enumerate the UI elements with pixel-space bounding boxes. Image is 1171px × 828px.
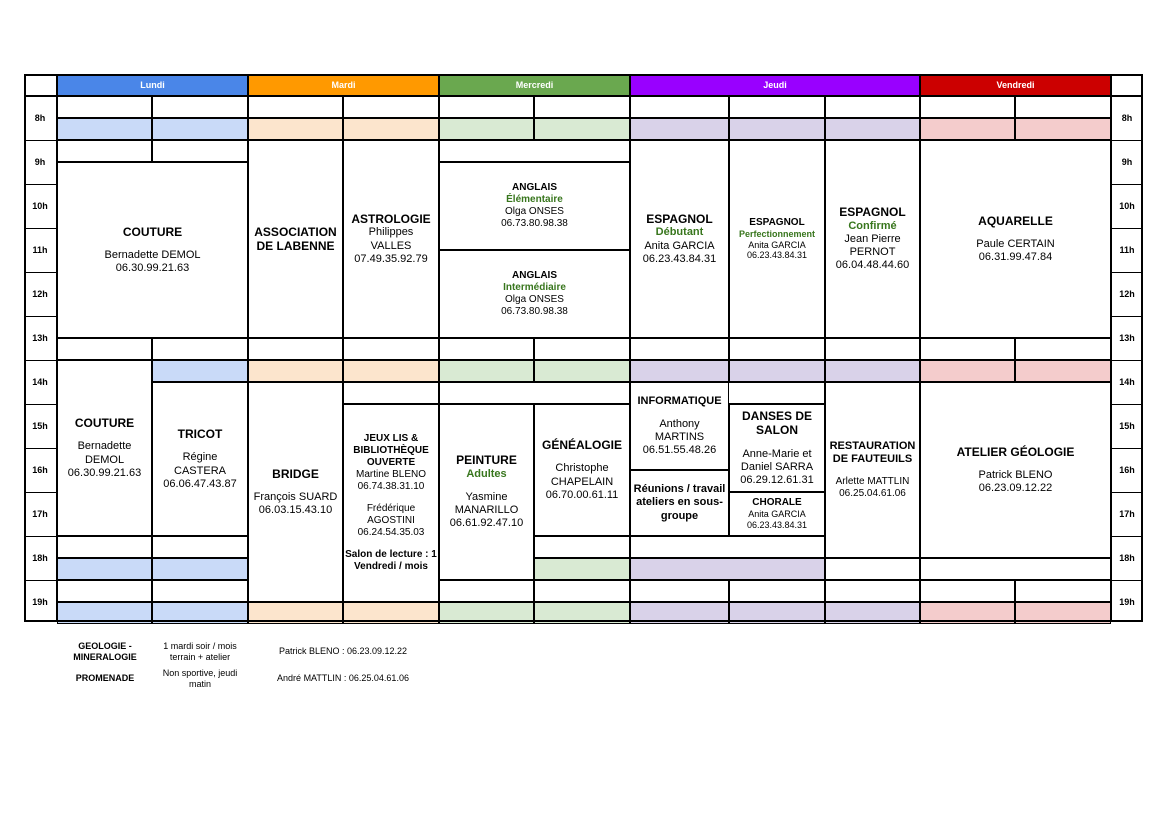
empty-slot: [630, 338, 729, 360]
hour-divider: [24, 492, 57, 493]
empty-slot: [729, 338, 825, 360]
activity-contact-line: 06.70.00.61.11: [545, 488, 619, 501]
day-header-mardi: Mardi: [248, 74, 439, 96]
activity-contact-line: 06.30.99.21.63: [115, 262, 190, 275]
activity-title: COUTURE: [122, 224, 183, 239]
footer-geologie-detail: 1 mardi soir / mois terrain + atelier: [163, 641, 237, 662]
activity-jeudi-espagnol-1: [630, 140, 729, 338]
empty-slot: [248, 338, 343, 360]
hour-label-left: 17h: [32, 509, 48, 519]
empty-slot: [343, 382, 439, 404]
activity-contact-line: CASTERA: [174, 464, 226, 477]
free-slot: [343, 602, 439, 624]
empty-slot: [57, 580, 152, 602]
empty-slot: [152, 140, 248, 162]
empty-slot: [439, 338, 534, 360]
empty-slot: [152, 338, 248, 360]
activity-contact-line: Anita GARCIA: [644, 239, 715, 252]
activity-title: AQUARELLE: [978, 213, 1053, 228]
empty-slot: [1015, 96, 1111, 118]
activity-contact-line: Frédérique: [366, 503, 416, 514]
free-slot: [630, 558, 825, 580]
free-slot: [825, 360, 920, 382]
day-header-mercredi: Mercredi: [439, 74, 630, 96]
activity-jeudi-espagnol-3: [825, 140, 920, 338]
activity-contact-line: Anita GARCIA: [748, 509, 806, 520]
empty-slot: [534, 96, 630, 118]
activity-jeudi-chorale: [729, 492, 825, 536]
hour-label-right: 10h: [1119, 201, 1135, 211]
hour-label-right: 15h: [1119, 421, 1135, 431]
activity-title: JEUX LIS & BIBLIOTHÈQUE OUVERTE: [353, 433, 429, 468]
activity-level: Intermédiaire: [503, 282, 566, 293]
hour-label-left: 10h: [32, 201, 48, 211]
hour-divider: [24, 404, 57, 405]
free-slot: [920, 118, 1015, 140]
hour-label-left: 15h: [32, 421, 48, 431]
activity-mardi-astrologie: [343, 140, 439, 338]
hour-label-left: 18h: [32, 553, 48, 563]
activity-note: Salon de lecture : 1 Vendredi / mois: [345, 549, 437, 572]
empty-slot: [439, 382, 630, 404]
empty-slot: [630, 536, 825, 558]
free-slot: [439, 360, 534, 382]
activity-contact-line: Bernadette: [77, 440, 132, 453]
empty-slot: [1015, 338, 1111, 360]
activity-title: ESPAGNOL: [839, 205, 906, 220]
free-slot: [152, 602, 248, 624]
free-slot: [825, 602, 920, 624]
activity-title: ASSOCIATION DE LABENNE: [254, 224, 337, 253]
free-slot: [152, 118, 248, 140]
activity-mardi-jeux: [343, 404, 439, 602]
free-slot: [57, 118, 152, 140]
empty-slot: [729, 96, 825, 118]
corner-left: [24, 74, 57, 96]
activity-level: Adultes: [466, 467, 507, 480]
free-slot: [729, 118, 825, 140]
activity-contact-line: Olga ONSES: [505, 206, 564, 217]
empty-slot: [825, 96, 920, 118]
activity-jeudi-reunions: [630, 470, 729, 536]
activity-title: ASTROLOGIE: [351, 212, 431, 227]
activity-title: ATELIER GÉOLOGIE: [956, 444, 1075, 459]
hour-divider: [24, 140, 57, 141]
empty-slot: [57, 140, 152, 162]
hour-label-left: 11h: [32, 245, 48, 255]
hour-divider: [1111, 140, 1143, 141]
free-slot: [152, 558, 248, 580]
activity-jeudi-informatique: [630, 382, 729, 470]
hour-label-right: 14h: [1119, 377, 1135, 387]
activity-level: Débutant: [655, 226, 704, 239]
activity-mardi-association: [248, 140, 343, 338]
free-slot: [439, 602, 534, 624]
hour-label-right: 9h: [1121, 157, 1133, 167]
empty-slot: [630, 580, 729, 602]
activity-contact-line: PERNOT: [849, 246, 896, 259]
empty-slot: [1015, 580, 1111, 602]
activity-contact-line: Arlette MATTLIN: [835, 476, 910, 488]
activity-title: DANSES DE SALON: [741, 408, 812, 438]
free-slot: [57, 558, 152, 580]
hour-divider: [24, 184, 57, 185]
hour-label-left: 9h: [34, 157, 46, 167]
day-header-lundi: Lundi: [57, 74, 248, 96]
activity-contact-line: 06.23.43.84.31: [642, 252, 717, 265]
hour-label-left: 16h: [32, 465, 48, 475]
activity-contact-line: Christophe: [555, 462, 609, 475]
footer-promenade-contact: André MATTLIN : 06.25.04.61.06: [277, 673, 409, 683]
hour-label-left: 19h: [32, 597, 48, 607]
activity-title: BRIDGE: [272, 466, 319, 481]
activity-mercredi-genealogie: [534, 404, 630, 536]
activity-vendredi-geologie: [920, 382, 1111, 558]
free-slot: [439, 118, 534, 140]
hour-divider: [1111, 184, 1143, 185]
activity-contact-line: 06.25.04.61.06: [839, 488, 906, 500]
empty-slot: [439, 96, 534, 118]
free-slot: [920, 360, 1015, 382]
free-slot: [1015, 118, 1111, 140]
activity-contact-line: Philippes: [368, 226, 414, 239]
activity-title: COUTURE: [74, 416, 135, 431]
empty-slot: [534, 338, 630, 360]
hour-divider: [24, 272, 57, 273]
hour-divider: [1111, 272, 1143, 273]
empty-slot: [152, 96, 248, 118]
activity-contact-line: Régine: [182, 451, 218, 464]
free-slot: [534, 602, 630, 624]
activity-contact-line: CHAPELAIN: [550, 475, 614, 488]
activity-contact-line: Olga ONSES: [505, 294, 564, 305]
empty-slot: [343, 96, 439, 118]
empty-slot: [729, 580, 825, 602]
activity-jeudi-danses: [729, 404, 825, 492]
activity-contact-line: 06.51.55.48.26: [642, 444, 717, 457]
hour-divider: [24, 228, 57, 229]
activity-title: CHORALE: [752, 497, 802, 509]
empty-slot: [343, 338, 439, 360]
activity-contact-line: 07.49.35.92.79: [354, 252, 428, 265]
activity-mercredi-anglais-1: [439, 162, 630, 250]
free-slot: [1015, 360, 1111, 382]
free-slot: [343, 118, 439, 140]
activity-mercredi-peinture: [439, 404, 534, 580]
free-slot: [534, 360, 630, 382]
activity-contact-line: Yasmine: [465, 491, 508, 503]
hour-divider: [24, 536, 57, 537]
footer-geologie-name: GEOLOGIE - MINERALOGIE: [73, 641, 137, 662]
free-slot: [729, 360, 825, 382]
activity-contact-line: Daniel SARRA: [740, 460, 814, 473]
activity-contact-line: Jean Pierre: [844, 233, 901, 245]
free-slot: [630, 360, 729, 382]
activity-contact-line: 06.24.54.35.03: [357, 527, 425, 538]
activity-vendredi-aquarelle: [920, 140, 1111, 338]
empty-slot: [920, 338, 1015, 360]
hour-divider: [1111, 360, 1143, 361]
hour-label-right: 16h: [1119, 465, 1135, 475]
free-slot: [534, 558, 630, 580]
empty-slot: [152, 536, 248, 558]
activity-contact-line: 06.61.92.47.10: [449, 517, 524, 530]
empty-slot: [57, 96, 152, 118]
footer-geologie-contact: Patrick BLENO : 06.23.09.12.22: [278, 646, 408, 656]
activity-contact-line: 06.23.09.12.22: [978, 482, 1053, 495]
activity-contact-line: 06.23.43.84.31: [746, 250, 808, 261]
empty-slot: [825, 338, 920, 360]
activity-mardi-bridge: [248, 382, 343, 602]
empty-slot: [825, 558, 920, 580]
activity-title: ANGLAIS: [512, 182, 557, 193]
free-slot: [825, 118, 920, 140]
activity-level: Perfectionnement: [738, 228, 816, 239]
activity-title: GÉNÉALOGIE: [541, 438, 622, 453]
empty-slot: [920, 558, 1111, 580]
empty-slot: [439, 140, 630, 162]
hour-divider: [1111, 448, 1143, 449]
activity-contact-line: 06.73.80.98.38: [501, 218, 568, 229]
activity-lundi-couture-matin: [57, 162, 248, 338]
activity-level: Élémentaire: [506, 194, 563, 205]
activity-contact-line: 06.73.80.98.38: [501, 306, 568, 317]
hour-divider: [24, 316, 57, 317]
activity-title: ESPAGNOL: [749, 216, 805, 228]
empty-slot: [920, 96, 1015, 118]
hour-label-right: 11h: [1119, 245, 1135, 255]
free-slot: [920, 602, 1015, 624]
activity-contact-line: 06.30.99.21.63: [67, 466, 142, 479]
activity-contact-line: 06.03.15.43.10: [258, 504, 333, 517]
free-slot: [248, 602, 343, 624]
day-header-jeudi: Jeudi: [630, 74, 920, 96]
activity-title: ESPAGNOL: [646, 212, 713, 227]
activity-level: Confirmé: [848, 219, 897, 232]
hour-divider: [1111, 228, 1143, 229]
activity-contact-line: 06.23.43.84.31: [746, 520, 808, 530]
hour-divider: [1111, 536, 1143, 537]
time-column-right: [1111, 96, 1143, 622]
hour-label-right: 8h: [1121, 113, 1133, 123]
hour-divider: [1111, 492, 1143, 493]
hour-label-right: 13h: [1119, 333, 1135, 343]
free-slot: [152, 360, 248, 382]
hour-label-right: 18h: [1119, 553, 1135, 563]
activity-contact-line: 06.04.48.44.60: [835, 259, 910, 272]
free-slot: [534, 118, 630, 140]
time-column-left: [24, 96, 57, 622]
activity-title: PEINTURE: [456, 453, 517, 468]
footer-promenade-detail: Non sportive, jeudi matin: [162, 668, 238, 689]
empty-slot: [152, 580, 248, 602]
hour-label-right: 19h: [1119, 597, 1135, 607]
activity-title: ANGLAIS: [512, 270, 557, 281]
activity-title: Réunions / travail ateliers en sous-groupe: [633, 483, 726, 522]
activity-lundi-couture-aprem: [57, 360, 152, 536]
activity-contact-line: Bernadette DEMOL: [104, 249, 201, 261]
activity-contact-line: Martine BLENO: [355, 469, 427, 480]
hour-divider: [1111, 580, 1143, 581]
hour-divider: [24, 448, 57, 449]
empty-slot: [534, 536, 630, 558]
hour-label-right: 12h: [1119, 289, 1135, 299]
activity-contact-line: 06.31.99.47.84: [978, 251, 1053, 264]
day-header-vendredi: Vendredi: [920, 74, 1111, 96]
activity-title: RESTAURATION DE FAUTEUILS: [829, 439, 916, 465]
empty-slot: [248, 96, 343, 118]
hour-label-left: 14h: [32, 377, 48, 387]
corner-right: [1111, 74, 1143, 96]
free-slot: [248, 360, 343, 382]
hour-divider: [1111, 316, 1143, 317]
activity-contact-line: 06.74.38.31.10: [357, 481, 425, 492]
activity-jeudi-restauration: [825, 382, 920, 558]
activity-contact-line: MARTINS: [654, 431, 705, 443]
hour-label-left: 8h: [34, 113, 46, 123]
free-slot: [630, 602, 729, 624]
free-slot: [343, 360, 439, 382]
activity-title: INFORMATIQUE: [637, 394, 722, 407]
weekly-schedule: [24, 74, 1143, 622]
activity-contact-line: François SUARD: [253, 491, 338, 503]
hour-divider: [1111, 404, 1143, 405]
empty-slot: [920, 580, 1015, 602]
activity-title: TRICOT: [177, 427, 223, 442]
free-slot: [248, 118, 343, 140]
hour-divider: [24, 580, 57, 581]
hour-label-right: 17h: [1119, 509, 1135, 519]
activity-contact-line: Anne-Marie et: [742, 447, 812, 460]
activity-contact-line: Anthony: [659, 417, 700, 430]
activity-contact-line: Paule CERTAIN: [976, 238, 1055, 250]
hour-label-left: 12h: [32, 289, 48, 299]
activity-contact-line: Patrick BLENO: [978, 469, 1053, 481]
footer-promenade-name: PROMENADE: [75, 673, 135, 683]
hour-label-left: 13h: [32, 333, 48, 343]
free-slot: [57, 602, 152, 624]
activity-contact-line: VALLES: [370, 239, 412, 252]
free-slot: [729, 602, 825, 624]
activity-contact-line: AGOSTINI: [367, 515, 415, 526]
empty-slot: [439, 580, 534, 602]
activity-contact-line: 06.06.47.43.87: [163, 477, 237, 490]
free-slot: [630, 118, 729, 140]
activity-mercredi-anglais-2: [439, 250, 630, 338]
empty-slot: [825, 580, 920, 602]
activity-jeudi-espagnol-2: [729, 140, 825, 338]
activity-contact-line: MANARILLO: [454, 504, 519, 517]
activity-contact-line: Anita GARCIA: [748, 239, 806, 250]
empty-slot: [57, 536, 152, 558]
activity-lundi-tricot: [152, 382, 248, 536]
free-slot: [1015, 602, 1111, 624]
empty-slot: [630, 96, 729, 118]
activity-contact-line: 06.29.12.61.31: [740, 473, 814, 486]
activity-contact-line: DEMOL: [84, 453, 125, 466]
empty-slot: [534, 580, 630, 602]
hour-divider: [24, 360, 57, 361]
